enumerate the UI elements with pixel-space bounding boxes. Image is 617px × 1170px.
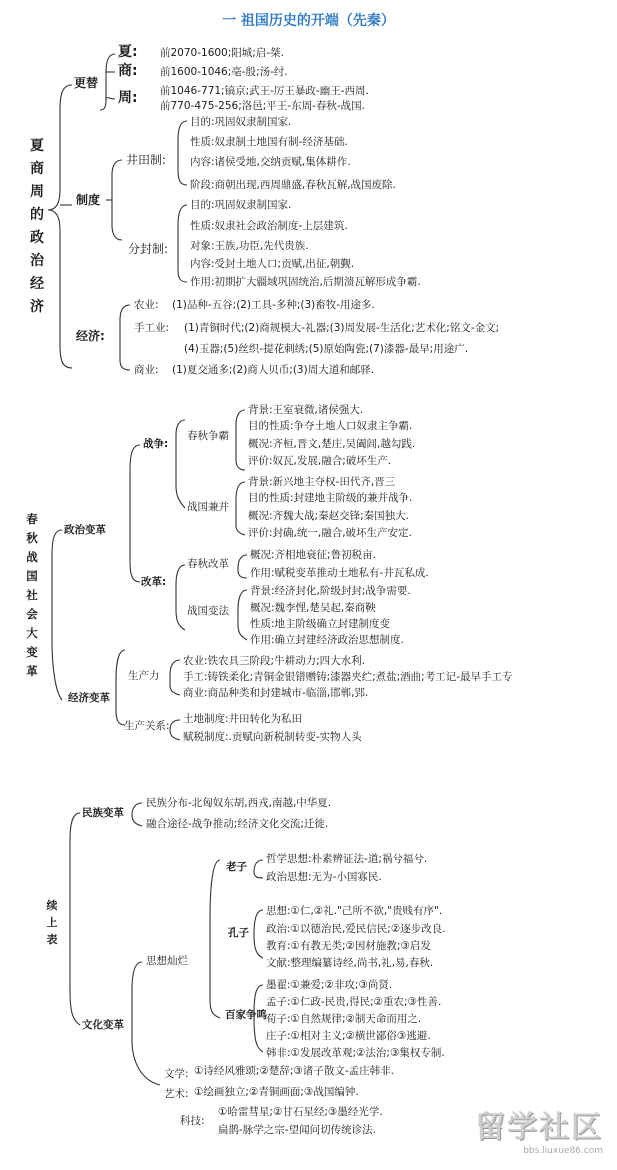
zhou-value-1: 前1046-771;镐京;武王-厉王暴政-幽王-西周.: [160, 85, 369, 97]
kongzi-line-1: 思想:①仁,②礼."己所不欲,"贵贱有序".: [266, 905, 443, 917]
jingtian-line-2: 性质:奴隶制土地国有制-经济基础.: [190, 136, 348, 148]
chunqiu-gaige-label: 春秋改革: [187, 558, 229, 570]
guanxi-line-1: 土地制度:井田转化为私田: [183, 713, 303, 725]
fenfeng-label: 分封制:: [128, 242, 169, 256]
shang-value: 前1600-1046;亳-殷;汤-纣.: [160, 66, 288, 78]
gaige-label: 改革:: [141, 576, 167, 588]
chunqiu-zhengba-line-3: 概况:齐桓,晋文,楚庄,吴阖闾,越勾践.: [248, 438, 416, 450]
keji-key: 科技:: [180, 1115, 205, 1127]
xia-value: 前2070-1600;阳城;启-桀.: [160, 47, 284, 59]
kongzi-line-4: 文献:整理编纂诗经,尚书,礼,易,春秋.: [266, 957, 434, 969]
zhidu-label: 制度: [76, 193, 101, 207]
chunqiu-gaige-line-2: 作用:赋税变革推动土地私有-井瓦私成.: [250, 567, 429, 579]
keji-value-1: ①哈雷彗星;②甘石星经;③墨经光学.: [218, 1106, 383, 1118]
section3-root: 续上表: [46, 899, 58, 946]
zhanguo-bianfa-label: 战国变法: [187, 605, 229, 617]
shougong-value-1: (1)青铜时代;(2)商规模大-礼器;(3)周发展-生活化;艺术化;铭文-金文;: [184, 322, 500, 334]
baijia-line-2: 孟子:①仁政-民贵,得民;②重农;③性善.: [266, 996, 442, 1008]
chunqiu-zhengba-line-2: 目的性质:争夺土地人口奴隶主争霸.: [248, 420, 413, 432]
zhanzheng-label: 战争:: [143, 438, 169, 450]
fenfeng-line-5: 作用:初期扩大疆域巩固统治,后期溃瓦解形成争霸.: [190, 276, 421, 288]
keji-value-2: 扁鹊-脉学之宗-望闻问切传统诊法.: [218, 1124, 376, 1136]
zhanguo-bianfa-line-3: 性质:地主阶级确立封建制度变: [250, 618, 391, 630]
guanxi-label: 生产关系:: [124, 720, 170, 732]
kongzi-label: 孔子: [228, 927, 249, 939]
jingtian-line-3: 内容:诸侯受地,交纳贡赋,集体耕作.: [190, 156, 351, 168]
nongye-key: 农业:: [134, 299, 159, 311]
chunqiu-zhengba-line-4: 评价:奴瓦,发展,融合;破坏生产.: [248, 455, 392, 467]
minzu-line-2: 融合途径-战争推动;经济文化交流;迁徙.: [146, 818, 329, 830]
shengchanli-line-2: 手工:铸铁柔化;青铜金银错赠铸;漆器夹纻;煮盐;酒曲;考工记-最早手工专: [183, 671, 513, 683]
shengchanli-line-1: 农业:铁农具三阶段;牛耕动力;四大水利.: [183, 655, 365, 667]
minzu-line-1: 民族分布-北匈奴东胡,西戎,南越,中华夏.: [146, 797, 332, 809]
section1-root: 夏商周的政治经济: [30, 138, 44, 315]
genti-label: 更替: [74, 76, 99, 90]
nongye-value: (1)品种-五谷;(2)工具-多种;(3)畜牧-用途多.: [172, 299, 375, 311]
chunqiu-zhengba-label: 春秋争霸: [187, 430, 229, 442]
shangye-value: (1)夏交通多;(2)商人贝币;(3)周大道和邮驿.: [172, 364, 375, 376]
page-title: 一 祖国历史的开端（先秦）: [222, 13, 395, 29]
jingji-label: 经济:: [76, 329, 105, 343]
watermark-logo: [475, 1102, 603, 1156]
shougong-key: 手工业:: [134, 322, 170, 334]
xia-key: 夏:: [118, 44, 138, 60]
shang-key: 商:: [118, 63, 138, 79]
zhanguo-jianbing-line-1: 背景:新兴地主夺权-田代齐,晋三: [248, 476, 396, 488]
wenhua-label: 文化变革: [82, 1019, 124, 1031]
wenxue-key: 文学:: [164, 1068, 189, 1080]
chunqiu-zhengba-line-1: 背景:王室衰微,诸侯强大.: [248, 404, 364, 416]
jingtian-line-1: 目的:巩固奴隶制国家.: [190, 116, 292, 128]
baijia-label: 百家争鸣: [225, 1009, 267, 1021]
zhanguo-bianfa-line-2: 概况:魏李悝,楚吴起,秦商鞅: [250, 602, 376, 614]
fenfeng-line-1: 目的:巩固奴隶制国家.: [190, 199, 292, 211]
zhanguo-jianbing-label: 战国兼并: [187, 501, 229, 513]
watermark-text: 留学社区: [475, 1110, 603, 1145]
laozi-line-1: 哲学思想:朴素辨证法-道;祸兮福兮.: [266, 853, 428, 865]
shengchanli-label: 生产力: [128, 670, 160, 682]
kongzi-line-2: 政治:①以德治民,爱民信民;②逐步改良.: [266, 923, 446, 935]
laozi-line-2: 政治思想:无为-小国寡民.: [266, 871, 382, 883]
wenxue-value: ①诗经风雅颂;②楚辞;③诸子散文-孟庄韩非.: [194, 1065, 394, 1077]
baijia-line-4: 庄子:①相对主义;②横世鄙俗③逃避.: [266, 1030, 431, 1042]
fenfeng-line-3: 对象:王族,功臣,先代贵族.: [190, 240, 309, 252]
zhanguo-jianbing-line-4: 评价:封确,统一,融合,破坏生产安定.: [248, 527, 412, 539]
chunqiu-gaige-line-1: 概况:齐相地衰征;鲁初税亩.: [250, 549, 376, 561]
zhanguo-bianfa-line-4: 作用:确立封建经济政治思想制度.: [250, 634, 404, 646]
shougong-value-2: (4)玉器;(5)丝织-提花刺绣;(5)原始陶瓷;(7)漆器-最早;用途广.: [184, 343, 469, 355]
baijia-line-1: 墨翟:①兼爱;②非攻;③尚贤.: [266, 979, 393, 991]
laozi-label: 老子: [226, 861, 247, 873]
yishu-value: ①绘画独立;②青铜画面;③战国编钟.: [194, 1086, 359, 1098]
watermark-url: bbs.liuxue86.com: [523, 1146, 603, 1156]
shengchanli-line-3: 商业:商品种类和封建城市-临淄,邯郸,郢.: [183, 687, 369, 699]
sixiang-label: 思想灿烂: [146, 955, 188, 967]
jingji-biange-label: 经济变革: [68, 692, 110, 704]
baijia-line-3: 荀子:①自然规律;②制天命而用之.: [266, 1013, 422, 1025]
fenfeng-line-2: 性质:奴隶社会政治制度-上层建筑.: [190, 220, 348, 232]
shangye-key: 商业:: [134, 364, 159, 376]
fenfeng-line-4: 内容:受封土地人口;贡赋,出征,朝觐.: [190, 258, 355, 270]
jingtian-label: 井田制:: [126, 153, 167, 167]
minzu-label: 民族变革: [82, 807, 124, 819]
jingtian-line-4: 阶段:商朝出现,西周鼎盛,春秋瓦解,战国废除.: [190, 179, 396, 191]
zhou-value-2: 前770-475-256;洛邑;平王-东周-春秋-战国.: [160, 100, 365, 112]
guanxi-line-2: 赋税制度:.贡赋向新税制转变-实物人头: [183, 731, 362, 743]
zhanguo-bianfa-line-1: 背景:经济封化,阶级封封;战争需要.: [250, 585, 411, 597]
yishu-key: 艺术:: [164, 1088, 189, 1100]
zhanguo-jianbing-line-2: 目的性质:封建地主阶级的兼并战争.: [248, 492, 413, 504]
section2-root: 春秋战国社会大变革: [26, 512, 38, 678]
zhengzhi-label: 政治变革: [64, 524, 106, 536]
kongzi-line-3: 教育:①有教无类;②因材施教;③启发: [266, 940, 431, 952]
zhou-key: 周:: [118, 90, 138, 106]
baijia-line-5: 韩非:①发展改革观;②法治;③集权专制.: [266, 1047, 445, 1059]
zhanguo-jianbing-line-3: 概况:齐魏大战;秦赵交锋;秦国独大.: [248, 510, 409, 522]
